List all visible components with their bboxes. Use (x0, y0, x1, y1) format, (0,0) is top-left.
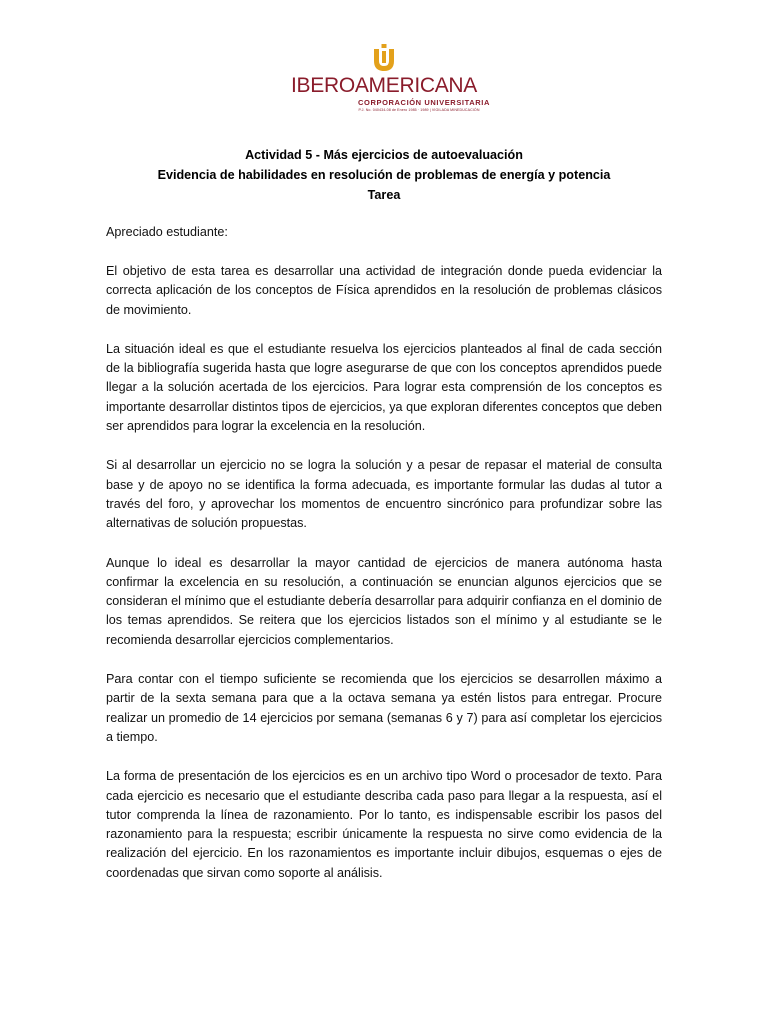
greeting: Apreciado estudiante: (106, 225, 228, 239)
paragraph: El objetivo de esta tarea es desarrollar una actividad de integración donde pueda evidenciar la correcta aplicación de los conceptos de Física aprendidos en la resolución de problemas clásicos de movimiento. (106, 264, 662, 317)
document-title-block (106, 145, 662, 205)
paragraph: La forma de presentación de los ejercicios es en un archivo tipo Word o procesador de texto. Para cada ejercicio es necesario que el estudiante describa cada paso para llegar a la respuesta, así el tutor comprenda la línea de razonamiento. Por lo tanto, es indispensable escribir los pasos del razonamiento para la respuesta; escribir únicamente la respuesta no sirve como evidencia de la realización del ejercicio. En los razonamientos es importante incluir dibujos, esquemas o ejes de coordenadas que sirvan como soporte al análisis. (106, 769, 662, 880)
document-type-label: Tarea (367, 188, 401, 202)
document-body (106, 222, 662, 903)
document-subtitle: Evidencia de habilidades en resolución de problemas de energía y potencia (157, 168, 611, 182)
university-emblem-icon (367, 44, 401, 74)
paragraph: Para contar con el tiempo suficiente se recomienda que los ejercicios se desarrollen máximo a partir de la sexta semana para que a la octava semana ya estén listos para entregar. Procure realizar un promedio de 14 ejercicios por semana (semanas 6 y 7) para así completar los ejercicios a tiempo. (106, 672, 662, 744)
paragraph: La situación ideal es que el estudiante resuelva los ejercicios planteados al final de cada sección de la bibliografía sugerida hasta que logre asegurarse de que con los conceptos aprendidos puede llegar a la solución acertada de los ejercicios. Para lograr esta comprensión de los conceptos es importante desarrollar distintos tipos de ejercicios, ya que exploran diferentes conceptos que deben ser aprendidos para lograr la excelencia en la resolución. (106, 341, 662, 434)
logo-wordmark: IBEROAMERICANA (291, 74, 477, 97)
document-title: Actividad 5 - Más ejercicios de autoevaluación (245, 148, 523, 162)
paragraph: Si al desarrollar un ejercicio no se logra la solución y a pesar de repasar el material de consulta base y de apoyo no se identifica la forma adecuada, es importante formular las dudas al tutor a través del foro, y aprovechar los momentos de encuentro sincrónico para profundizar sobre las alternativas de solución propuestas. (106, 458, 662, 531)
institution-logo (0, 44, 768, 113)
paragraph: Aunque lo ideal es desarrollar la mayor cantidad de ejercicios de manera autónoma hasta confirmar la excelencia en su resolución, a continuación se enuncian algunos ejercicios que se consideran el mínimo que el estudiante debería desarrollar para adquirir confianza en el dominio de los temas aprendidos. Se reitera que los ejercicios listados son el mínimo y al estudiante se le recomienda desarrollar ejercicios complementarios. (106, 555, 662, 647)
logo-subtitle: CORPORACIÓN UNIVERSITARIA (358, 98, 490, 107)
logo-legal-text: P.J. No. 040434-08 de Enero 1985 · 1989 | VIGILADA MINEDUCACIÓN (358, 108, 480, 112)
